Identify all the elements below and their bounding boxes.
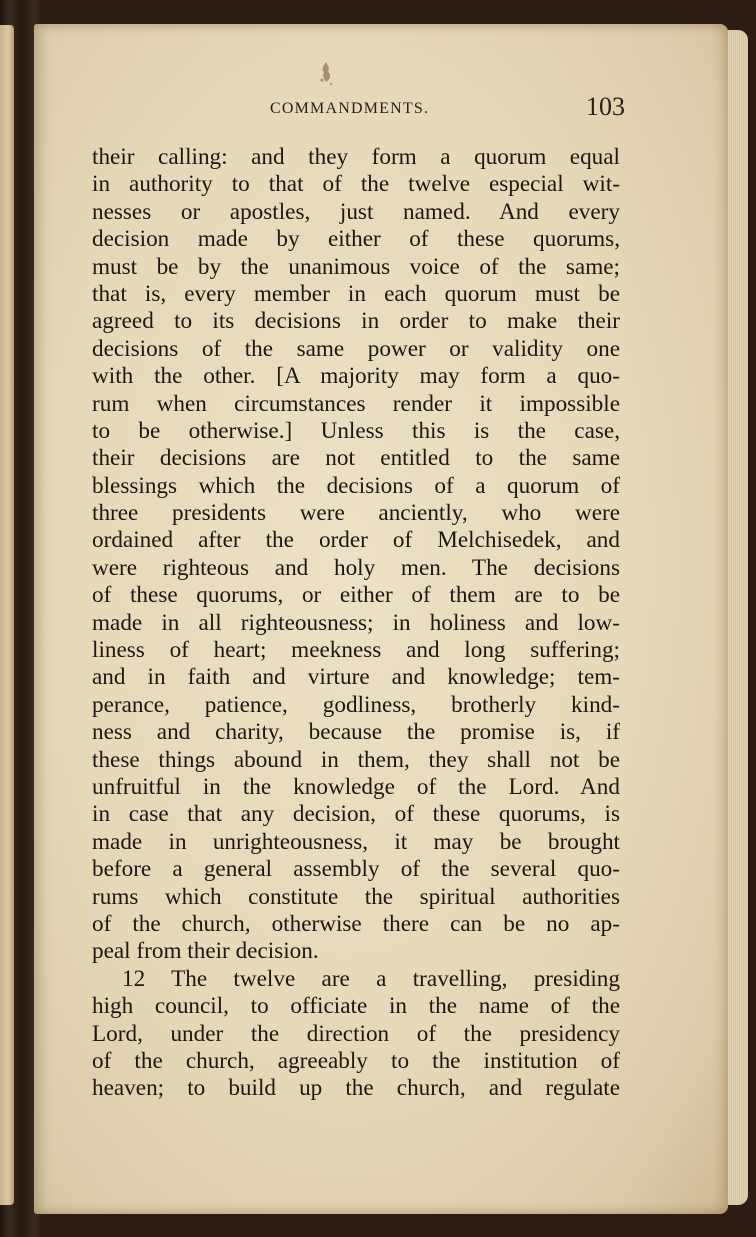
text-line: ness and charity, because the promise is, if [92, 719, 620, 746]
text-line: nesses or apostles, just named. And every [92, 198, 620, 225]
running-head: COMMANDMENTS. [270, 100, 430, 117]
text-line: liness of heart; meekness and long suffering; [92, 637, 620, 664]
text-line: of these quorums, or either of them are to be [92, 582, 620, 609]
text-line: agreed to its decisions in order to make their [92, 308, 620, 335]
text-line: made in all righteousness; in holiness and low- [92, 609, 620, 636]
text-line: decision made by either of these quorums, [92, 226, 620, 253]
text-line: heaven; to build up the church, and regulate [92, 1075, 620, 1102]
text-line: in case that any decision, of these quorums, is [92, 801, 620, 828]
text-line: perance, patience, godliness, brotherly kind- [92, 691, 620, 718]
text-line: peal from their decision. [92, 938, 319, 965]
text-line: that is, every member in each quorum must be [92, 280, 620, 307]
text-line: before a general assembly of the several quo- [92, 856, 620, 883]
text-line: blessings which the decisions of a quorum of [92, 472, 620, 499]
text-line: of the church, otherwise there can be no ap- [92, 910, 620, 937]
page-header [270, 92, 625, 124]
body-text [92, 144, 620, 1103]
text-line: unfruitful in the knowledge of the Lord. And [92, 773, 620, 800]
text-line: their calling: and they form a quorum equal [92, 144, 620, 170]
facing-page-edge [0, 25, 14, 1205]
text-line: three presidents were anciently, who were [92, 500, 620, 527]
page-number: 103 [586, 92, 625, 121]
ink-blot-icon [316, 60, 338, 88]
text-line: rums which constitute the spiritual authorities [92, 883, 620, 910]
text-line: to be otherwise.] Unless this is the case, [92, 417, 620, 444]
text-line: decisions of the same power or validity one [92, 335, 620, 362]
text-line: high council, to officiate in the name of the [92, 993, 620, 1020]
text-line: of the church, agreeably to the institution of [92, 1047, 620, 1074]
text-line: must be by the unanimous voice of the same; [92, 253, 620, 280]
text-line: ordained after the order of Melchisedek, and [92, 527, 620, 554]
text-line: their decisions are not entitled to the same [92, 445, 620, 472]
paragraph-start-line: 12 The twelve are a travelling, presiding [122, 965, 620, 992]
text-line: made in unrighteousness, it may be brought [92, 828, 620, 855]
text-line: Lord, under the direction of the presidency [92, 1020, 620, 1047]
text-line: these things abound in them, they shall not be [92, 746, 620, 773]
text-line: with the other. [A majority may form a quo- [92, 363, 620, 390]
text-line: in authority to that of the twelve especial wit- [92, 171, 620, 198]
text-line: rum when circumstances render it impossible [92, 390, 620, 417]
text-line: and in faith and virture and knowledge; tem- [92, 664, 620, 691]
text-line: were righteous and holy men. The decisions [92, 554, 620, 581]
